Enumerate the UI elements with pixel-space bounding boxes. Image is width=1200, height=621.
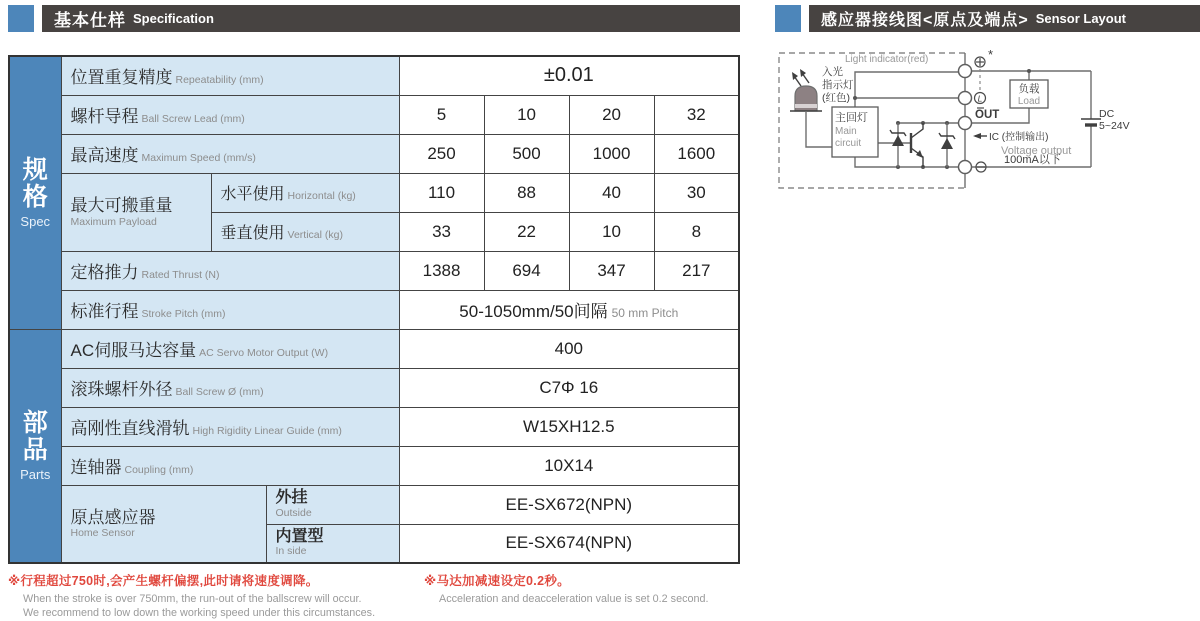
section-spec-en: Spec: [20, 213, 51, 229]
table-row: [9, 290, 739, 329]
note-acceleration-zh: ※马达加减速设定0.2秒。: [424, 574, 570, 588]
row-label-vertical: 垂直使用 Vertical (kg): [211, 212, 399, 251]
main-circuit-en1: Main: [835, 126, 857, 137]
light-ray-arrows: [792, 69, 809, 86]
section-parts-en: Parts: [20, 466, 51, 482]
row-label-home-sensor: 原点感应器 Home Sensor: [61, 485, 266, 563]
value-home-sensor-inside: EE-SX674(NPN): [399, 524, 739, 563]
note-stroke-warning-en2: We recommend to low down the working speed under this circumstances.: [23, 607, 376, 620]
value-thrust-1: 1388: [399, 251, 484, 290]
terminal-minus: [959, 161, 972, 174]
row-label-max-payload: 最大可搬重量 Maximum Payload: [61, 173, 211, 251]
zener-diode-1: [890, 123, 906, 167]
row-label-ball-screw-lead: 螺杆导程 Ball Screw Lead (mm): [61, 95, 399, 134]
value-lead-4: 32: [654, 95, 739, 134]
row-label-ball-screw-dia: 滚珠螺杆外径 Ball Screw Ø (mm): [61, 368, 399, 407]
terminal-l: [959, 92, 972, 105]
value-repeatability: ±0.01: [399, 56, 739, 95]
out-label: OUT: [975, 109, 1000, 121]
table-row: [9, 173, 739, 212]
section-spec-zh: 规格: [22, 155, 48, 211]
note-stroke-warning: [8, 571, 413, 621]
terminal-out: [959, 117, 972, 130]
value-horizontal-3: 40: [569, 173, 654, 212]
value-vertical-3: 10: [569, 212, 654, 251]
header-sensor-layout-bar: [809, 5, 1200, 32]
table-row: [9, 407, 739, 446]
ic-label: IC (控制输出): [989, 132, 1049, 143]
sensor-wiring-diagram: [775, 45, 1195, 205]
battery-symbol: [1081, 119, 1101, 125]
row-label-repeatability: 位置重复精度 Repeatability (mm): [61, 56, 399, 95]
minus-symbol: [976, 162, 986, 172]
terminal-plus: [959, 65, 972, 78]
header-sensor-layout-en: Sensor Layout: [1035, 11, 1126, 26]
table-row: [9, 446, 739, 485]
table-row: [9, 134, 739, 173]
value-linear-guide: W15XH12.5: [399, 407, 739, 446]
value-lead-2: 10: [484, 95, 569, 134]
value-vertical-4: 8: [654, 212, 739, 251]
value-thrust-2: 694: [484, 251, 569, 290]
section-parts: [9, 329, 61, 563]
value-thrust-3: 347: [569, 251, 654, 290]
header-specification-en: Specification: [133, 11, 214, 26]
header-specification-bar: [42, 5, 740, 32]
table-row: [9, 56, 739, 95]
table-row: [9, 329, 739, 368]
value-thrust-4: 217: [654, 251, 739, 290]
header-sensor-layout: [775, 5, 1200, 32]
row-label-coupling: 连轴器 Coupling (mm): [61, 446, 399, 485]
note-stroke-warning-en1: When the stroke is over 750mm, the run-out of the ballscrew will occur.: [23, 593, 362, 605]
row-label-linear-guide: 高刚性直线滑轨 High Rigidity Linear Guide (mm): [61, 407, 399, 446]
row-label-stroke-pitch: 标准行程 Stroke Pitch (mm): [61, 290, 399, 329]
value-horizontal-1: 110: [399, 173, 484, 212]
value-lead-3: 20: [569, 95, 654, 134]
row-label-rated-thrust: 定格推力 Rated Thrust (N): [61, 251, 399, 290]
value-speed-3: 1000: [569, 134, 654, 173]
table-row: [9, 95, 739, 134]
light-indicator-label: Light indicator(red): [845, 54, 929, 65]
zener-diode-2: [939, 123, 955, 167]
row-label-inside: 内置型 In side: [266, 524, 399, 563]
led-indicator: [790, 86, 822, 111]
value-speed-2: 500: [484, 134, 569, 173]
main-circuit-zh: 主回灯: [835, 112, 868, 124]
header-accent-square: [775, 5, 801, 32]
value-coupling: 10X14: [399, 446, 739, 485]
asterisk-label: *: [988, 47, 994, 62]
header-accent-square: [8, 5, 34, 32]
dc-label: DC: [1099, 108, 1115, 120]
header-sensor-layout-zh: 感应器接线图<原点及端点>: [821, 12, 1029, 29]
spec-table: [8, 55, 740, 564]
row-label-servo-output: AC伺服马达容量 AC Servo Motor Output (W): [61, 329, 399, 368]
value-lead-1: 5: [399, 95, 484, 134]
note-acceleration: [424, 571, 844, 606]
led-label-zh-2: 指示灯: [822, 79, 854, 91]
header-specification-zh: 基本仕样: [54, 11, 126, 30]
value-horizontal-4: 30: [654, 173, 739, 212]
value-servo-output: 400: [399, 329, 739, 368]
voltage-output-label: Voltage output: [1001, 145, 1072, 157]
spec-table-wrap: [8, 55, 740, 564]
value-stroke-pitch: 50-1050mm/50间隔 50 mm Pitch: [399, 290, 739, 329]
led-label-zh-1: 入光: [822, 66, 843, 78]
dc-range-label: 5~24V: [1099, 120, 1130, 132]
table-row: [9, 485, 739, 524]
ic-arrow: [973, 133, 987, 139]
row-label-max-speed: 最高速度 Maximum Speed (mm/s): [61, 134, 399, 173]
value-ball-screw-dia: C7Φ 16: [399, 368, 739, 407]
note-acceleration-en: Acceleration and deacceleration value is set 0.2 second.: [439, 593, 709, 605]
table-row: [9, 368, 739, 407]
row-label-horizontal: 水平使用 Horizontal (kg): [211, 173, 399, 212]
plus-symbol: [975, 57, 985, 67]
svg-text:L: L: [977, 93, 983, 104]
l-symbol: [975, 93, 986, 104]
note-stroke-warning-zh: ※行程超过750时,会产生螺杆偏摆,此时请将速度调降。: [8, 574, 319, 588]
section-parts-zh: 部品: [22, 408, 48, 464]
section-spec: [9, 56, 61, 329]
current-limit-label: 100mA以下: [1004, 154, 1061, 166]
value-horizontal-2: 88: [484, 173, 569, 212]
value-home-sensor-outside: EE-SX672(NPN): [399, 485, 739, 524]
load-zh: 负载: [1018, 83, 1040, 95]
value-speed-4: 1600: [654, 134, 739, 173]
value-vertical-2: 22: [484, 212, 569, 251]
main-circuit-en2: circuit: [835, 138, 862, 149]
table-row: [9, 251, 739, 290]
value-speed-1: 250: [399, 134, 484, 173]
load-en: Load: [1017, 96, 1041, 107]
led-label-zh-3: (红色): [822, 92, 850, 104]
row-label-outside: 外挂 Outside: [266, 485, 399, 524]
npn-transistor: [911, 123, 923, 167]
value-vertical-1: 33: [399, 212, 484, 251]
header-specification: [8, 5, 740, 32]
